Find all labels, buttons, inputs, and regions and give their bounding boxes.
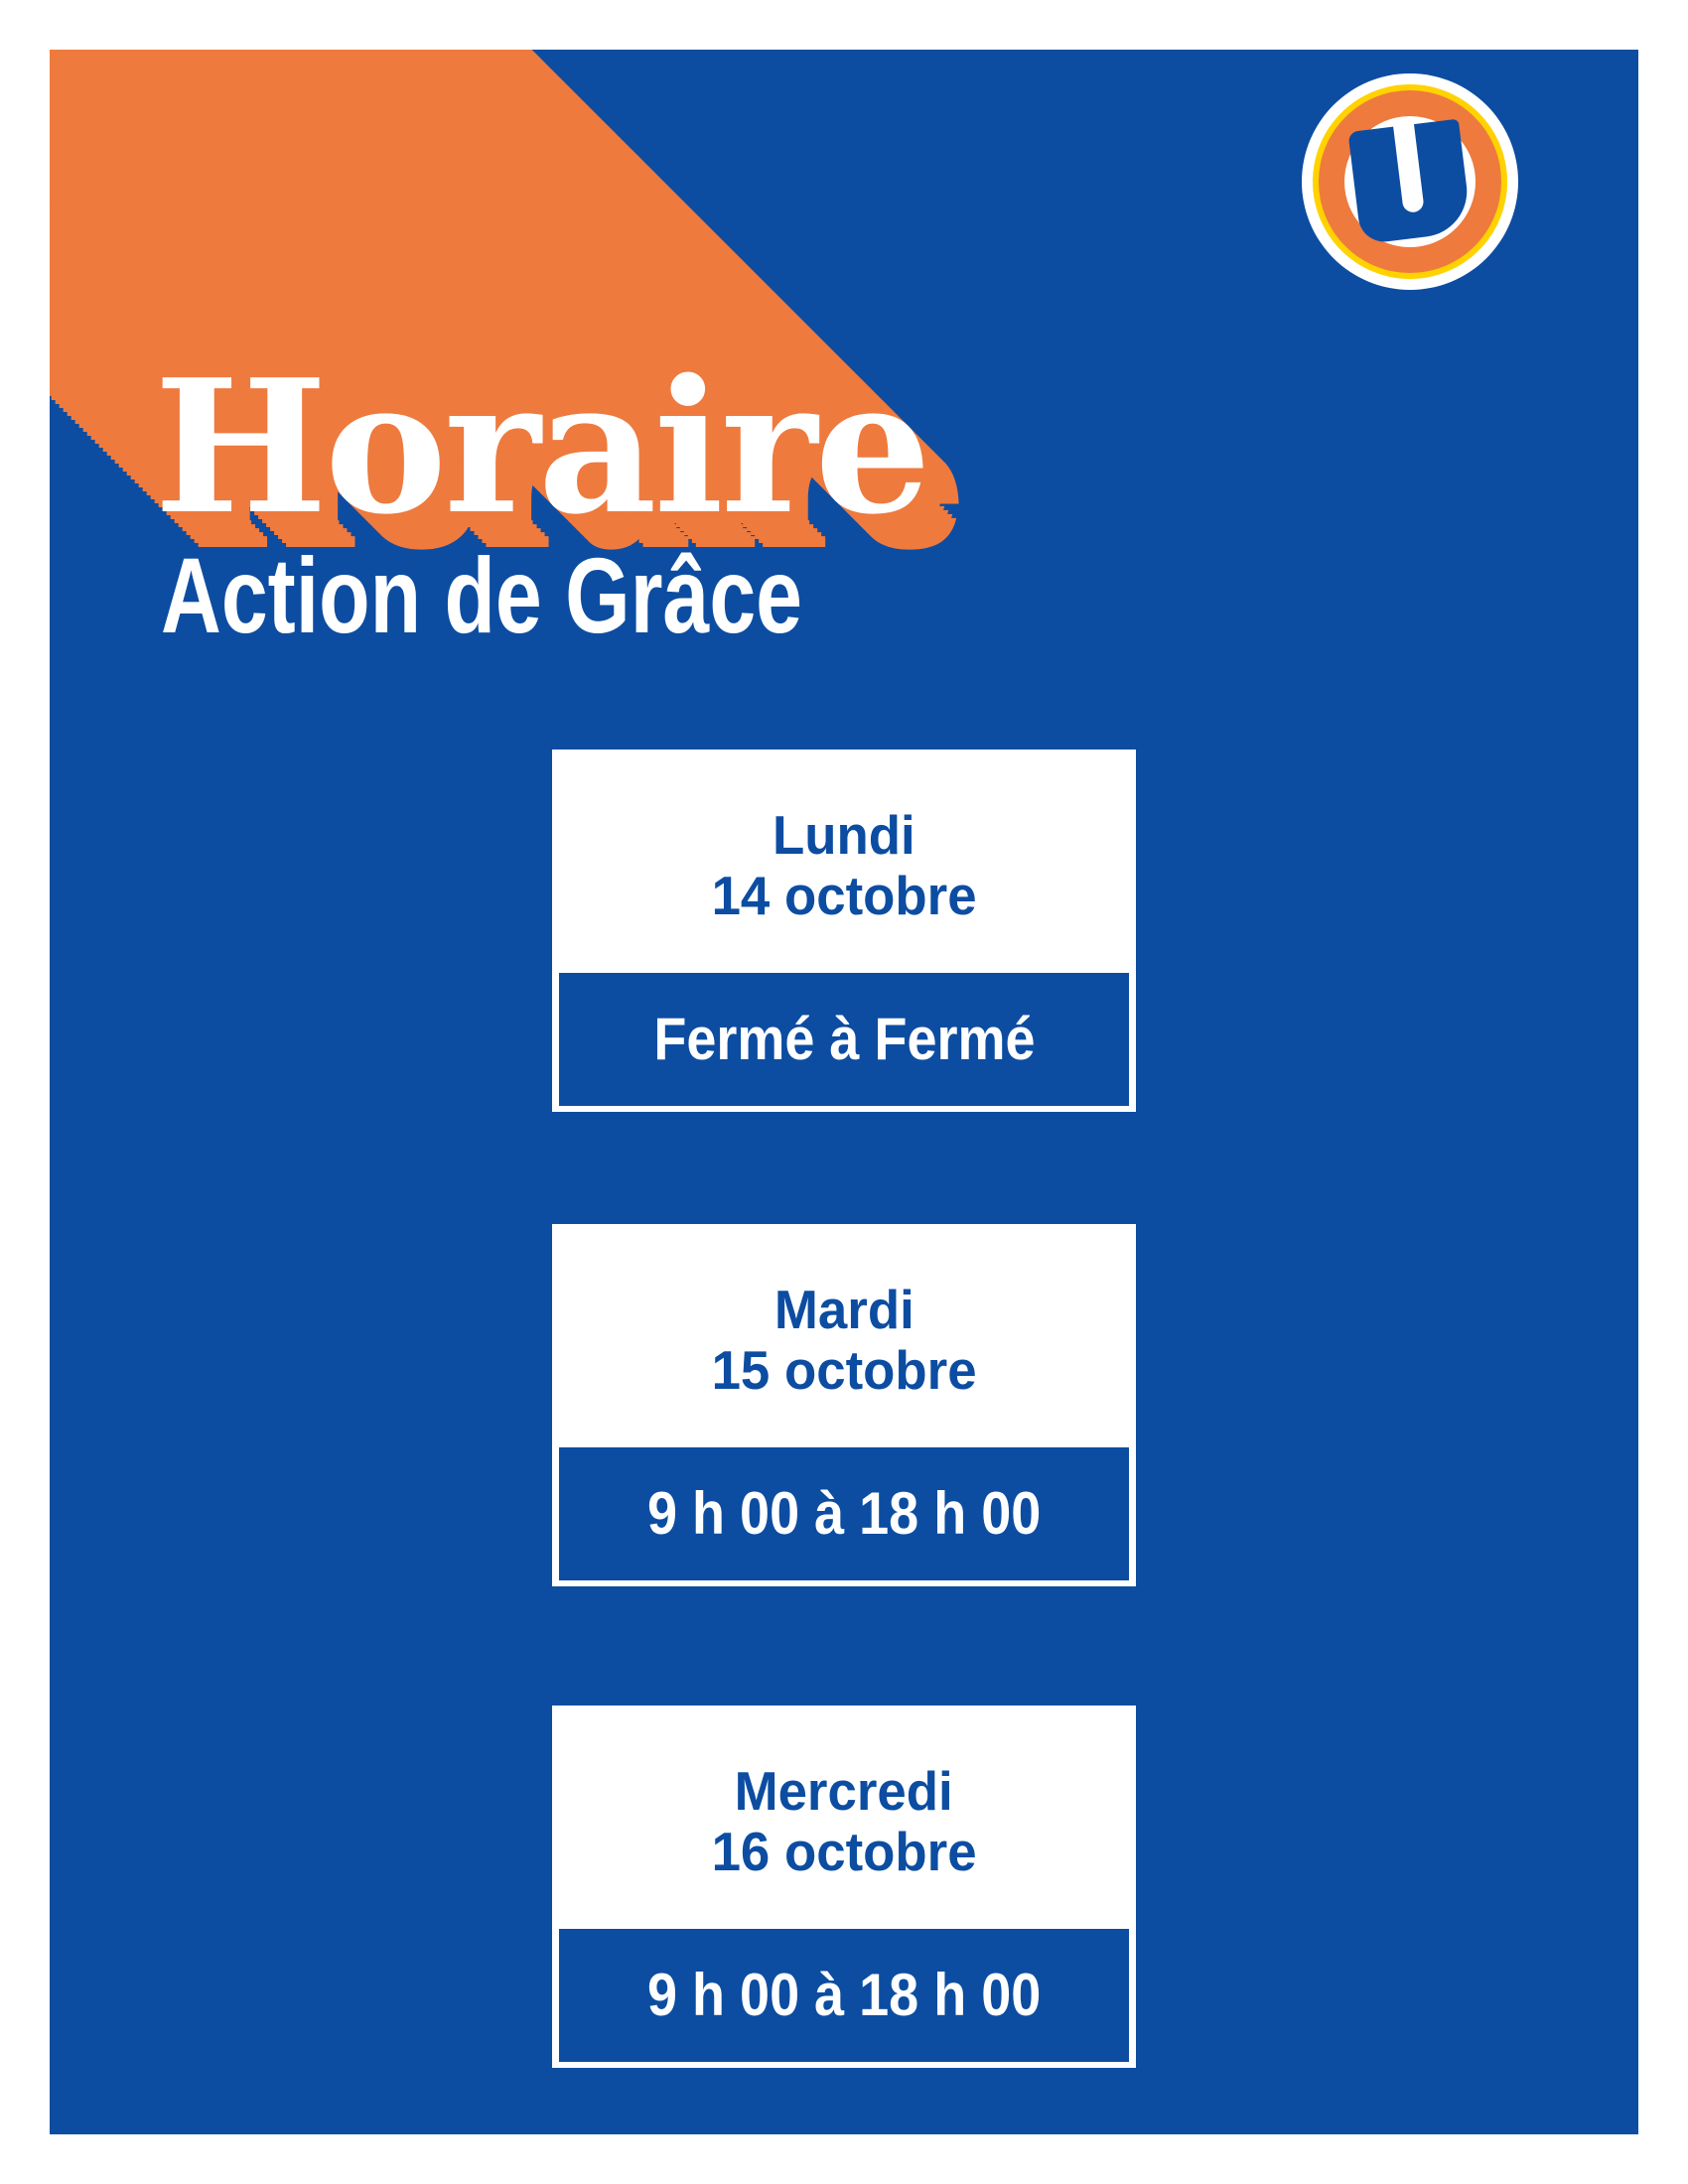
schedule-card-monday <box>552 750 1136 1112</box>
card-date-label: 14 octobre <box>711 864 977 926</box>
card-day-section <box>552 750 1136 973</box>
logo-u-notch-icon <box>1393 122 1425 213</box>
card-hours-label: 9 h 00 à 18 h 00 <box>646 1962 1042 2028</box>
card-hours-label: Fermé à Fermé <box>652 1006 1036 1072</box>
logo-inner-circle <box>1344 116 1476 247</box>
schedule-card-tuesday <box>552 1224 1136 1586</box>
page-title: Horaire <box>154 339 928 555</box>
card-day-section <box>552 1706 1136 1929</box>
store-logo <box>1302 73 1518 290</box>
card-day-label: Lundi <box>773 803 915 866</box>
card-hours-band <box>559 973 1129 1106</box>
logo-letter-text <box>1347 132 1348 133</box>
card-day-label: Mercredi <box>734 1759 954 1822</box>
logo-yellow-ring <box>1313 84 1507 279</box>
logo-letter-u <box>1347 119 1472 245</box>
card-hours-band <box>559 1929 1129 2062</box>
card-date-label: 16 octobre <box>711 1820 977 1882</box>
page-subtitle: Action de Grâce <box>161 535 803 655</box>
card-date-label: 15 octobre <box>711 1338 977 1401</box>
poster-background <box>50 50 1638 2134</box>
card-hours-band <box>559 1447 1129 1580</box>
schedule-card-wednesday <box>552 1706 1136 2068</box>
card-day-label: Mardi <box>774 1278 914 1340</box>
card-hours-label: 9 h 00 à 18 h 00 <box>646 1480 1042 1547</box>
logo-orange-ring <box>1319 90 1501 273</box>
card-day-section <box>552 1224 1136 1447</box>
